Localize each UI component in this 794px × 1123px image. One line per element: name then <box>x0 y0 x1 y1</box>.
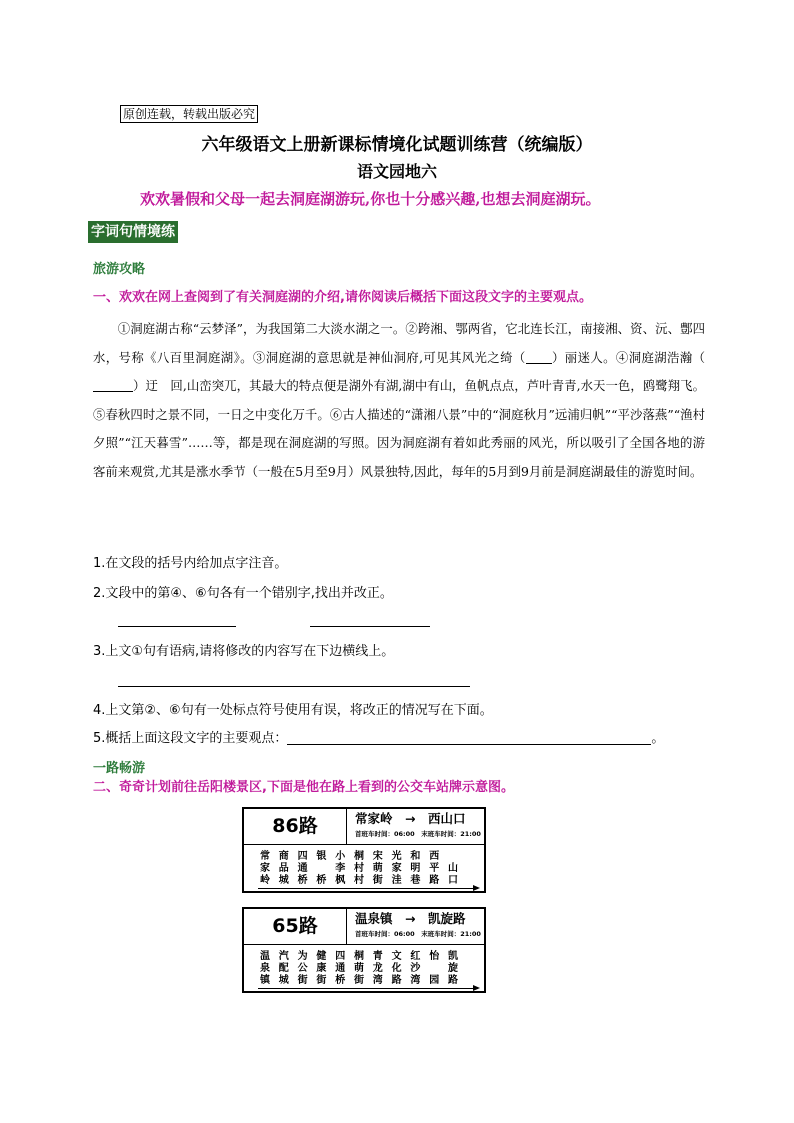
bus-stop-char: 四 <box>297 851 308 862</box>
question-2-heading: 二、奇奇计划前往岳阳楼景区,下面是他在路上看到的公交车站牌示意图。 <box>93 780 514 795</box>
bus-stop-char: 路 <box>391 975 402 986</box>
bus-stop-char: 湾 <box>372 975 383 986</box>
bus-stop <box>258 851 272 887</box>
bus-stop-char: 桥 <box>316 875 327 886</box>
question-5-text: 5.概括上面这段文字的主要观点： <box>93 731 288 746</box>
bus-stop-char: 巷 <box>410 875 421 886</box>
route-number: 86路 <box>244 809 347 845</box>
bus-stop-char: 平 <box>429 863 440 874</box>
bus-stop-char: 萌 <box>354 963 364 974</box>
bus-stop-char: 明 <box>410 863 421 874</box>
bus-stop-char: 园 <box>429 975 440 986</box>
bus-stop-char: 小 <box>335 851 346 862</box>
reading-passage <box>93 315 705 487</box>
pinyin-blank-1[interactable] <box>526 349 552 364</box>
bus-stop <box>314 951 328 987</box>
page-subtitle: 语文园地六 <box>356 162 437 181</box>
bus-stop-char: 光 <box>391 851 402 862</box>
bus-stop <box>427 851 441 887</box>
route-direction: 温泉镇 → 凯旋路 <box>355 911 466 926</box>
bus-stop-char: 洼 <box>391 875 402 886</box>
bus-stop-char: 龙 <box>372 963 383 974</box>
bus-stop-char: 红 <box>410 951 421 962</box>
bus-stop-char: 镇 <box>260 975 270 986</box>
bus-sign-86 <box>242 807 486 893</box>
bus-stop <box>446 951 460 987</box>
bus-stop <box>333 851 347 887</box>
bus-stop <box>408 951 422 987</box>
route-direction-box <box>347 809 484 845</box>
bus-stop-char: 为 <box>297 951 308 962</box>
bus-stop-char: 街 <box>372 875 383 886</box>
bus-stop-char: 萌 <box>372 863 383 874</box>
bus-sign-65 <box>242 907 486 993</box>
bus-stop-char: 家 <box>391 863 402 874</box>
route-times: 首班车时间：06:00 末班车时间：21:00 <box>355 830 481 838</box>
question-item-5 <box>93 730 664 748</box>
bus-stop-char: 湾 <box>410 975 421 986</box>
bus-stop-char: 枫 <box>335 875 346 886</box>
bus-stop-char: 桥 <box>297 875 308 886</box>
route-direction-box <box>347 909 484 945</box>
bus-stop-char: 康 <box>316 963 327 974</box>
bus-stop-char: 口 <box>448 875 458 886</box>
bus-stop <box>314 851 328 887</box>
bus-stop-char: 商 <box>278 851 289 862</box>
bus-stop-char: 怡 <box>429 951 440 962</box>
answer-line-2b[interactable] <box>310 626 430 627</box>
bus-stop-char: 沙 <box>410 963 421 974</box>
bus-stop <box>371 951 385 987</box>
bus-stop-char: 桥 <box>335 975 346 986</box>
bus-stop <box>333 951 347 987</box>
bus-stop-char: 凯 <box>448 951 458 962</box>
sub-heading-travel: 旅游攻略 <box>93 262 146 277</box>
bus-stop-char: 银 <box>316 851 327 862</box>
passage-part-3: ）迂 回,山峦突兀，其最大的特点便是湖外有湖,湖中有山，鱼帆点点，芦叶青青,水天一色，鸥鹭翔飞。⑤春秋四时之景不同，一日之中变化万千。⑥古人描述的“潇湘八景”中的“洞庭秋月”远浦归帆”“平沙落燕”“渔村夕照”“江天暮雪”……等，都是现在洞庭湖的写照。因为洞庭湖有着如此秀丽的风光，所以吸引了全国各地的游客前来观赏,尤其是涨水季节（一般在5月至9月）风景独特,因此，每年的5月到9月前是洞庭湖最佳的游览时间。 <box>93 378 705 479</box>
pinyin-blank-2[interactable] <box>93 377 133 392</box>
bus-stop-char: 通 <box>335 963 346 974</box>
direction-arrow-icon <box>258 988 478 989</box>
bus-stop-char: 和 <box>410 851 421 862</box>
question-1-heading: 一、欢欢在网上查阅到了有关洞庭湖的介绍,请你阅读后概括下面这段文字的主要观点。 <box>93 290 592 305</box>
bus-stop-char: 旋 <box>448 963 458 974</box>
bus-stop-char: 村 <box>354 875 364 886</box>
passage-part-2: ）丽迷人。④洞庭湖浩瀚（ <box>551 349 705 365</box>
bus-stop-char: 岭 <box>260 875 270 886</box>
bus-stop <box>296 951 310 987</box>
bus-stop-char: 家 <box>260 863 270 874</box>
bus-stop <box>296 851 310 887</box>
bus-stop-char: 健 <box>316 951 327 962</box>
bus-stop <box>258 951 272 987</box>
bus-stop-char: 路 <box>429 875 440 886</box>
bus-stop-char: 配 <box>278 963 289 974</box>
direction-arrow-icon <box>258 888 478 889</box>
sub-heading-travel-2: 一路畅游 <box>93 761 146 776</box>
bus-stop-char: 汽 <box>278 951 289 962</box>
question-5-period: 。 <box>651 731 665 746</box>
passage-part-1: ①洞庭湖古称“云梦泽”，为我国第二大淡水湖之一。②跨湘、鄂两省，它北连长江，南接湘、资、沅、鄷四水，号称《八百里洞庭湖》。③洞庭湖的意思就是神仙洞府,可见其风光之绮（ <box>93 321 705 365</box>
route-direction: 常家岭 → 西山口 <box>355 811 466 826</box>
answer-line-3[interactable] <box>118 686 470 687</box>
bus-stop-char: 村 <box>354 863 364 874</box>
route-times: 首班车时间：06:00 末班车时间：21:00 <box>355 930 481 938</box>
bus-stop-char: 街 <box>297 975 308 986</box>
bus-stop-char: 城 <box>278 875 289 886</box>
bus-stop-char: 山 <box>448 863 458 874</box>
bus-stop-char: 公 <box>297 963 308 974</box>
bus-stop-char: 桐 <box>354 951 364 962</box>
route-number: 65路 <box>244 909 347 945</box>
question-item-4: 4.上文第②、⑥句有一处标点符号使用有误，将改正的情况写在下面。 <box>93 703 493 718</box>
bus-stop <box>446 851 460 887</box>
question-item-1: 1.在文段的括号内给加点字注音。 <box>93 556 288 571</box>
bus-stop-char: 通 <box>297 863 308 874</box>
answer-line-2a[interactable] <box>118 626 236 627</box>
bus-stop-char <box>427 963 441 975</box>
bus-stop-char <box>446 851 460 863</box>
bus-stop-char: 街 <box>354 975 364 986</box>
bus-stop-char: 化 <box>391 963 402 974</box>
bus-stop-char: 桐 <box>354 851 364 862</box>
scenario-text: 欢欢暑假和父母一起去洞庭湖游玩,你也十分感兴趣,也想去洞庭湖玩。 <box>140 190 601 208</box>
bus-stop-char: 青 <box>372 951 383 962</box>
bus-stop-char: 温 <box>260 951 270 962</box>
bus-stop-char: 西 <box>429 851 440 862</box>
bus-stop-char: 四 <box>335 951 346 962</box>
answer-line-5[interactable] <box>287 730 651 745</box>
bus-stop-char: 街 <box>316 975 327 986</box>
bus-stop-char: 品 <box>278 863 289 874</box>
bus-stop <box>277 851 291 887</box>
bus-stop <box>277 951 291 987</box>
question-item-3: 3.上文①句有语病,请将修改的内容写在下边横线上。 <box>93 644 395 659</box>
section-tag: 字词句情境练 <box>88 221 178 243</box>
bus-stop-char <box>314 863 328 875</box>
bus-stop <box>390 951 404 987</box>
bus-stop-char: 宋 <box>372 851 383 862</box>
bus-stop <box>371 851 385 887</box>
copyright-stamp: 原创连载，转载出版必究 <box>120 105 258 123</box>
bus-stop <box>352 951 366 987</box>
bus-stop <box>390 851 404 887</box>
bus-stop-char: 李 <box>335 863 346 874</box>
bus-stop <box>408 851 422 887</box>
bus-stop-char: 文 <box>391 951 402 962</box>
bus-stop-char: 泉 <box>260 963 270 974</box>
bus-stop-char: 路 <box>448 975 458 986</box>
bus-stop-char: 常 <box>260 851 270 862</box>
bus-stop-char: 城 <box>278 975 289 986</box>
bus-stop <box>427 951 441 987</box>
bus-stop <box>352 851 366 887</box>
page-title: 六年级语文上册新课标情境化试题训练营（统编版） <box>201 135 593 155</box>
question-item-2: 2.文段中的第④、⑥句各有一个错别字,找出并改正。 <box>93 586 393 601</box>
